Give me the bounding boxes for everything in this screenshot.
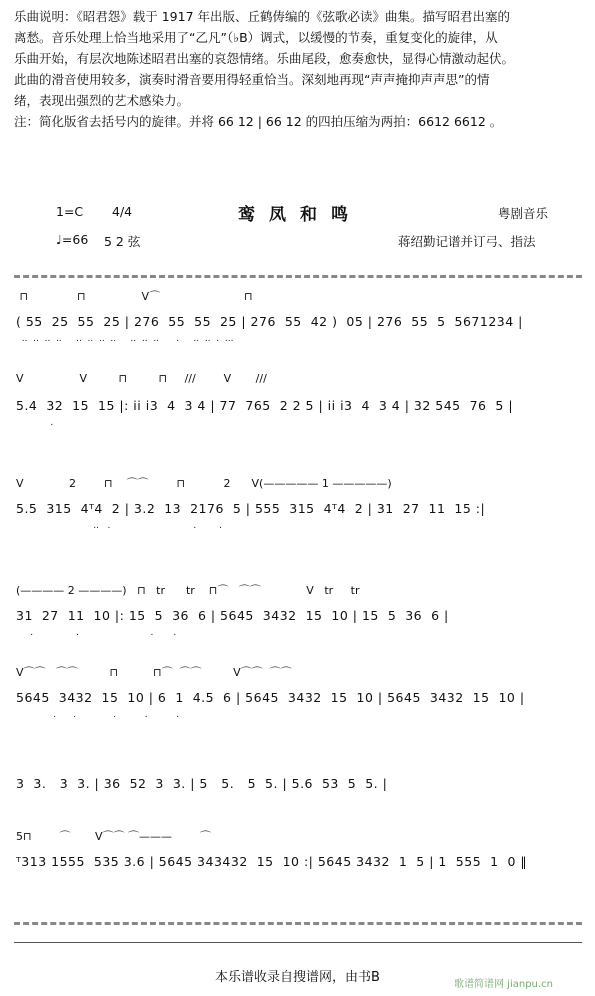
divider [14, 942, 582, 943]
bowing-marks: 5⊓ ⌒ V⌒⌒ ⌒——— ⌒ [16, 830, 212, 843]
notes: 5.5 315 4ᵀ4 2 | 3.2 13 2176 5 | 555 315 4ᵀ4 2 | 31 27 11 15 :| [16, 501, 486, 516]
notes: ᵀ313 1555 535 3.6 | 5645 343432 15 10 :| 5645 3432 1 5 | 1 555 1 0 ‖ [16, 854, 528, 869]
octave-dots: . . . . . [16, 710, 180, 720]
octave-dots: .. . . . [16, 521, 222, 531]
notes: 31 27 11 10 |: 15 5 36 6 | 5645 3432 15 10 | 15 5 36 6 | [16, 608, 449, 623]
score-row [16, 664, 582, 734]
key-signature: 1=C [56, 204, 84, 219]
bowing-marks: V V ⊓ ⊓ /// V /// [16, 372, 267, 385]
time-signature: 4/4 [112, 204, 133, 219]
notes: ( 55 25 55 25 | 276 55 55 25 | 276 55 42 ) 05 | 276 55 5 5671234 | [16, 314, 523, 329]
watermark: 歌谱简谱网 jianpu.cn [454, 979, 553, 990]
score-row [16, 582, 582, 652]
score-row [16, 475, 582, 545]
divider [14, 275, 582, 278]
intro-line: 此曲的滑音使用较多，演奏时滑音要用得轻重恰当。深刻地再现“声声掩抑声声思”的情 [14, 72, 490, 87]
octave-dots [16, 874, 582, 888]
score-row [16, 750, 582, 820]
octave-dots [16, 796, 582, 810]
score-row [16, 288, 582, 358]
intro-line: 离愁。音乐处理上恰当地采用了“乙凡”（♭B）调式，以缓慢的节奏，重复变化的旋律，从 [14, 30, 498, 45]
bowing-marks: ⊓ ⊓ V⌒ ⊓ [16, 290, 253, 303]
bowing-marks [16, 750, 582, 776]
bowing-marks: (———— 2 ————) ⊓ tr tr ⊓⌒ ⌒⌒ V tr tr [16, 584, 360, 597]
score-title: 鸾凤和鸣 [238, 205, 362, 225]
notes: 5.4 32 15 15 |: ii i3 4 3 4 | 77 765 2 2 5 | ii i3 4 3 4 | 32 545 76 5 | [16, 398, 514, 413]
intro-text [14, 6, 586, 132]
divider [14, 922, 582, 925]
source-footer: 本乐谱收录自搜谱网，由书B [215, 970, 380, 985]
intro-line: 乐曲开始，有层次地陈述昭君出塞的哀怨情绪。乐曲尾段，愈奏愈快，显得心情激动起伏。 [14, 51, 515, 66]
score-row [16, 828, 582, 898]
score-row [16, 372, 582, 442]
bowing-marks: V⌒⌒ ⌒⌒ ⊓ ⊓⌒ ⌒⌒ V⌒⌒ ⌒⌒ [16, 666, 292, 679]
octave-dots: . . . . [16, 628, 177, 638]
genre-label: 粤剧音乐 [498, 206, 549, 221]
tempo: ♩=66 [56, 232, 89, 247]
octave-dots: .. .. .. .. .. .. .. .. .. .. .. . .. .. . ... [16, 334, 234, 344]
intro-line: 绪，表现出强烈的艺术感染力。 [14, 93, 190, 108]
string-tuning: 5 2 弦 [104, 234, 141, 249]
octave-dots: . [16, 418, 54, 428]
notes: 3 3. 3 3. | 36 52 3 3. | 5 5. 5 5. | 5.6 53 5 5. | [16, 776, 388, 791]
intro-note: 注：简化版省去括号内的旋律。并将 66 12 | 66 12 的四拍压缩为两拍：6612 6612 。 [14, 114, 503, 129]
intro-line: 乐曲说明：《昭君怨》载于 1917 年出版、丘鹤俦编的《弦歌必读》曲集。描写昭君出塞的 [14, 9, 511, 24]
credit-label: 蒋绍勤记谱并订弓、指法 [398, 234, 536, 249]
bowing-marks: V 2 ⊓ ⌒⌒ ⊓ 2 V(————— 1 —————) [16, 477, 392, 490]
notes: 5645 3432 15 10 | 6 1 4.5 6 | 5645 3432 15 10 | 5645 3432 15 10 | [16, 690, 525, 705]
